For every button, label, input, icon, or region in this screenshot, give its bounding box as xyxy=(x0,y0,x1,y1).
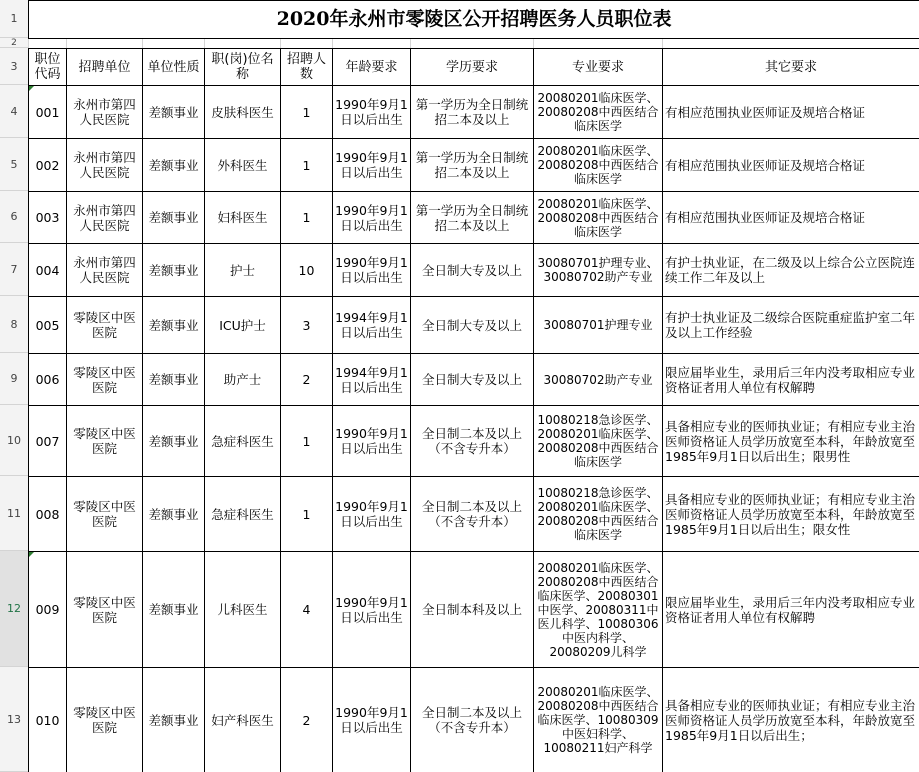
cell-count[interactable]: 1 xyxy=(281,86,333,139)
cell-position[interactable]: 急症科医生 xyxy=(205,477,281,552)
cell-age[interactable]: 1990年9月1日以后出生 xyxy=(333,139,411,192)
cell-education[interactable]: 全日制二本及以上（不含专升本） xyxy=(411,477,534,552)
cell-code[interactable]: 008 xyxy=(29,477,67,552)
cell-other[interactable]: 有相应范围执业医师证及规培合格证 xyxy=(663,139,919,192)
cell-education[interactable]: 全日制二本及以上（不含专升本） xyxy=(411,668,534,772)
cell-unit[interactable]: 永州市第四人民医院 xyxy=(67,139,143,192)
cell-unit[interactable]: 零陵区中医医院 xyxy=(67,552,143,668)
cell-major[interactable]: 20080201临床医学、20080208中西医结合临床医学 xyxy=(534,86,663,139)
row-header[interactable]: 10 xyxy=(0,405,28,476)
cell-unit[interactable]: 零陵区中医医院 xyxy=(67,354,143,406)
cell-position[interactable]: ICU护士 xyxy=(205,297,281,354)
cell-age[interactable]: 1994年9月1日以后出生 xyxy=(333,354,411,406)
cell-count[interactable]: 3 xyxy=(281,297,333,354)
cell[interactable] xyxy=(143,39,205,49)
cell[interactable] xyxy=(663,39,919,49)
cell-unit[interactable]: 永州市第四人民医院 xyxy=(67,86,143,139)
cell-unit[interactable]: 零陵区中医医院 xyxy=(67,406,143,477)
cell-other[interactable]: 具备相应专业的医师执业证；有相应专业主治医师资格证人员学历放宽至本科，年龄放宽至1985年9月1日以后出生； xyxy=(663,668,919,772)
cell-major[interactable]: 30080701护理专业、30080702助产专业 xyxy=(534,244,663,297)
cell-code[interactable]: 006 xyxy=(29,354,67,406)
table-row xyxy=(29,297,919,354)
row-header[interactable]: 5 xyxy=(0,138,28,191)
cell-other[interactable]: 有相应范围执业医师证及规培合格证 xyxy=(663,86,919,139)
cell-major[interactable]: 10080218急诊医学、20080201临床医学、20080208中西医结合临床医学 xyxy=(534,406,663,477)
header-major[interactable]: 专业要求 xyxy=(534,49,663,86)
table-row xyxy=(29,668,919,772)
row-header[interactable]: 6 xyxy=(0,191,28,243)
cell-count[interactable]: 1 xyxy=(281,477,333,552)
header-position[interactable]: 职(岗)位名称 xyxy=(205,49,281,86)
cell-education[interactable]: 全日制大专及以上 xyxy=(411,297,534,354)
cell-comment-indicator xyxy=(29,552,34,557)
cell-nature[interactable]: 差额事业 xyxy=(143,86,205,139)
header-row xyxy=(29,49,919,86)
cell[interactable] xyxy=(534,39,663,49)
table-row xyxy=(29,406,919,477)
cell-position[interactable]: 妇科医生 xyxy=(205,192,281,244)
job-table xyxy=(28,0,919,772)
row-header[interactable]: 7 xyxy=(0,243,28,296)
row-header-column xyxy=(0,0,29,772)
cell-education[interactable]: 第一学历为全日制统招二本及以上 xyxy=(411,139,534,192)
cell-code[interactable]: 002 xyxy=(29,139,67,192)
header-age[interactable]: 年龄要求 xyxy=(333,49,411,86)
cell-count[interactable]: 10 xyxy=(281,244,333,297)
cell-unit[interactable]: 零陵区中医医院 xyxy=(67,668,143,772)
cell-code[interactable]: 003 xyxy=(29,192,67,244)
cell-nature[interactable]: 差额事业 xyxy=(143,668,205,772)
cell-position[interactable]: 儿科医生 xyxy=(205,552,281,668)
cell-education[interactable]: 第一学历为全日制统招二本及以上 xyxy=(411,192,534,244)
cell-code[interactable]: 009 xyxy=(29,552,67,668)
row-header[interactable]: 8 xyxy=(0,296,28,353)
table-row xyxy=(29,354,919,406)
cell-major[interactable]: 10080218急诊医学、20080201临床医学、20080208中西医结合临床医学 xyxy=(534,477,663,552)
header-education[interactable]: 学历要求 xyxy=(411,49,534,86)
cell-age[interactable]: 1990年9月1日以后出生 xyxy=(333,668,411,772)
cell-age[interactable]: 1990年9月1日以后出生 xyxy=(333,244,411,297)
cell-position[interactable]: 妇产科医生 xyxy=(205,668,281,772)
cell-unit[interactable]: 零陵区中医医院 xyxy=(67,477,143,552)
cell-education[interactable]: 全日制大专及以上 xyxy=(411,244,534,297)
cell-count[interactable]: 4 xyxy=(281,552,333,668)
cell-count[interactable]: 2 xyxy=(281,354,333,406)
cell-education[interactable]: 第一学历为全日制统招二本及以上 xyxy=(411,86,534,139)
row-header[interactable]: 4 xyxy=(0,85,28,138)
cell-nature[interactable]: 差额事业 xyxy=(143,552,205,668)
cell-code[interactable]: 010 xyxy=(29,668,67,772)
cell-count[interactable]: 1 xyxy=(281,192,333,244)
cell[interactable] xyxy=(29,39,67,49)
cell-age[interactable]: 1990年9月1日以后出生 xyxy=(333,192,411,244)
cell-count[interactable]: 2 xyxy=(281,668,333,772)
cell-age[interactable]: 1990年9月1日以后出生 xyxy=(333,406,411,477)
cell-unit[interactable]: 永州市第四人民医院 xyxy=(67,244,143,297)
cell-other[interactable]: 有护士执业证及二级综合医院重症监护室二年及以上工作经验 xyxy=(663,297,919,354)
cell-nature[interactable]: 差额事业 xyxy=(143,139,205,192)
cell-other[interactable]: 限应届毕业生，录用后三年内没考取相应专业资格证者用人单位有权解聘 xyxy=(663,552,919,668)
row-header[interactable]: 3 xyxy=(0,48,28,85)
cell-age[interactable]: 1990年9月1日以后出生 xyxy=(333,86,411,139)
cell-comment-indicator xyxy=(29,86,34,91)
table-title[interactable]: 2020年永州市零陵区公开招聘医务人员职位表 xyxy=(29,1,919,39)
cell[interactable] xyxy=(333,39,411,49)
header-other[interactable]: 其它要求 xyxy=(663,49,919,86)
cell[interactable] xyxy=(281,39,333,49)
cell-count[interactable]: 1 xyxy=(281,139,333,192)
cell-position[interactable]: 护士 xyxy=(205,244,281,297)
header-count[interactable]: 招聘人数 xyxy=(281,49,333,86)
cell-code[interactable]: 007 xyxy=(29,406,67,477)
cell[interactable] xyxy=(205,39,281,49)
row-header[interactable]: 2 xyxy=(0,38,28,48)
row-header[interactable]: 1 xyxy=(0,0,28,38)
table-row xyxy=(29,139,919,192)
cell[interactable] xyxy=(67,39,143,49)
table-row xyxy=(29,244,919,297)
cell-nature[interactable]: 差额事业 xyxy=(143,192,205,244)
row-header[interactable]: 9 xyxy=(0,353,28,405)
cell-education[interactable]: 全日制本科及以上 xyxy=(411,552,534,668)
cell-nature[interactable]: 差额事业 xyxy=(143,354,205,406)
cell-major[interactable]: 20080201临床医学、20080208中西医结合临床医学、10080309中医妇科学、10080211妇产科学 xyxy=(534,668,663,772)
table-row xyxy=(29,192,919,244)
row-header[interactable]: 11 xyxy=(0,476,28,551)
cell-age[interactable]: 1990年9月1日以后出生 xyxy=(333,477,411,552)
table-row xyxy=(29,86,919,139)
table-row xyxy=(29,552,919,668)
row-header[interactable]: 12 xyxy=(0,551,28,667)
cell-code[interactable]: 005 xyxy=(29,297,67,354)
cell-code[interactable]: 004 xyxy=(29,244,67,297)
cell-nature[interactable]: 差额事业 xyxy=(143,477,205,552)
cell-major[interactable]: 20080201临床医学、20080208中西医结合临床医学、20080301中医学、20080311中医儿科学、10080306中医内科学、20080209儿科学 xyxy=(534,552,663,668)
cell-nature[interactable]: 差额事业 xyxy=(143,244,205,297)
cell-code[interactable]: 001 xyxy=(29,86,67,139)
header-code[interactable]: 职位代码 xyxy=(29,49,67,86)
header-unit[interactable]: 招聘单位 xyxy=(67,49,143,86)
cell[interactable] xyxy=(411,39,534,49)
cell-major[interactable]: 20080201临床医学、20080208中西医结合临床医学 xyxy=(534,139,663,192)
cell-major[interactable]: 30080702助产专业 xyxy=(534,354,663,406)
table-row xyxy=(29,477,919,552)
cell-other[interactable]: 具备相应专业的医师执业证；有相应专业主治医师资格证人员学历放宽至本科，年龄放宽至1985年9月1日以后出生；限女性 xyxy=(663,477,919,552)
cell-nature[interactable]: 差额事业 xyxy=(143,297,205,354)
cell-nature[interactable]: 差额事业 xyxy=(143,406,205,477)
cell-other[interactable]: 限应届毕业生，录用后三年内没考取相应专业资格证者用人单位有权解聘 xyxy=(663,354,919,406)
cell-education[interactable]: 全日制大专及以上 xyxy=(411,354,534,406)
cell-position[interactable]: 外科医生 xyxy=(205,139,281,192)
cell-other[interactable]: 具备相应专业的医师执业证；有相应专业主治医师资格证人员学历放宽至本科，年龄放宽至1985年9月1日以后出生；限男性 xyxy=(663,406,919,477)
cell-position[interactable]: 急症科医生 xyxy=(205,406,281,477)
cell-age[interactable]: 1994年9月1日以后出生 xyxy=(333,297,411,354)
cell-education[interactable]: 全日制二本及以上（不含专升本） xyxy=(411,406,534,477)
cell-major[interactable]: 20080201临床医学、20080208中西医结合临床医学 xyxy=(534,192,663,244)
cell-other[interactable]: 有相应范围执业医师证及规培合格证 xyxy=(663,192,919,244)
header-nature[interactable]: 单位性质 xyxy=(143,49,205,86)
cell-unit[interactable]: 零陵区中医医院 xyxy=(67,297,143,354)
cell-other[interactable]: 有护士执业证，在二级及以上综合公立医院连续工作二年及以上 xyxy=(663,244,919,297)
cell-major[interactable]: 30080701护理专业 xyxy=(534,297,663,354)
cell-position[interactable]: 皮肤科医生 xyxy=(205,86,281,139)
cell-count[interactable]: 1 xyxy=(281,406,333,477)
cell-age[interactable]: 1990年9月1日以后出生 xyxy=(333,552,411,668)
row-header[interactable]: 13 xyxy=(0,667,28,772)
cell-position[interactable]: 助产士 xyxy=(205,354,281,406)
cell-unit[interactable]: 永州市第四人民医院 xyxy=(67,192,143,244)
